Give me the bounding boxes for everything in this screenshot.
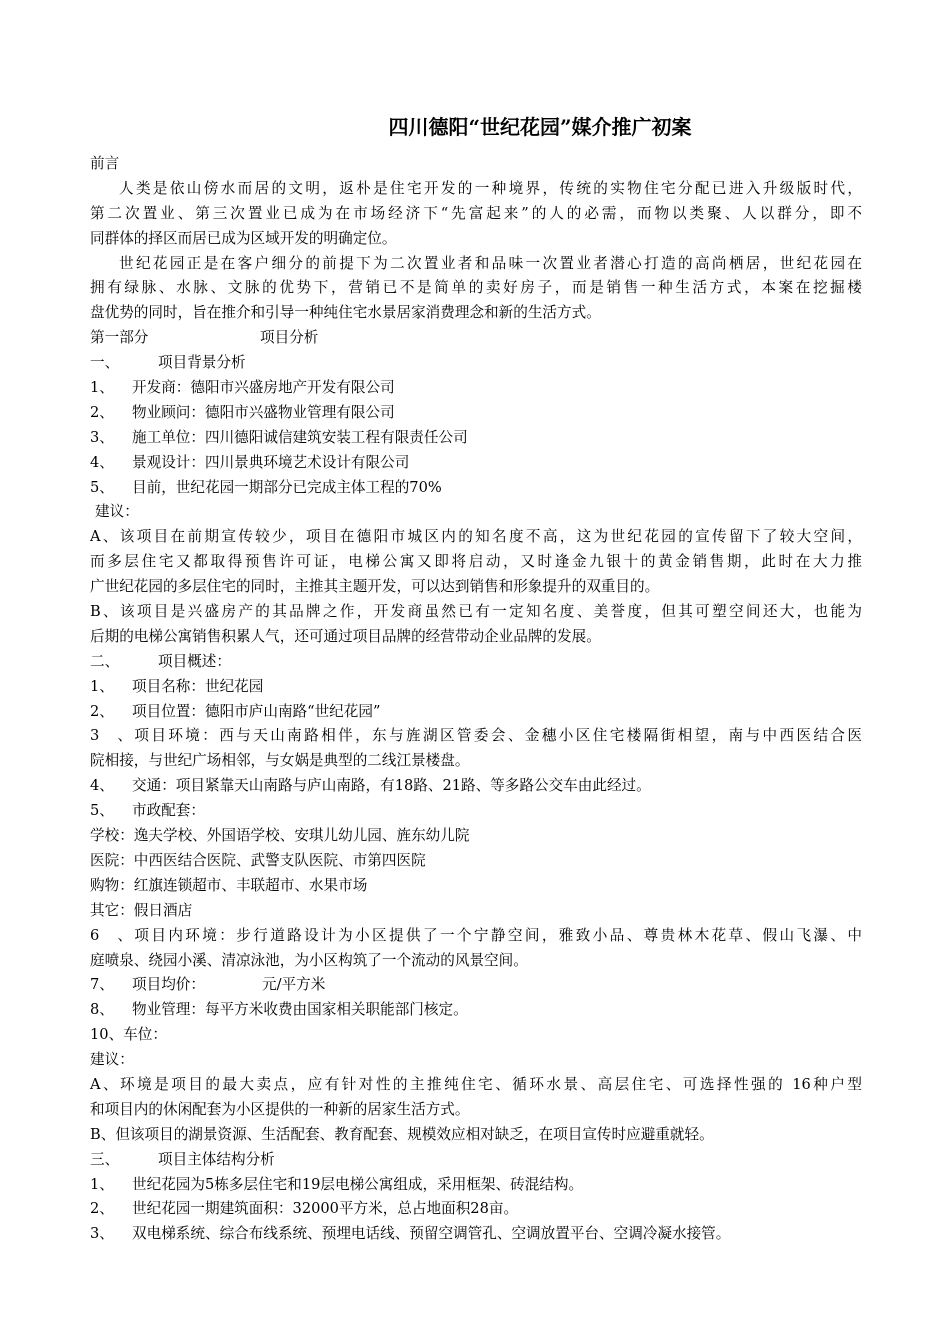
section3-heading <box>90 1148 862 1173</box>
list-item-number: 4、 <box>90 453 114 471</box>
list-item <box>90 1197 862 1222</box>
part1-label: 第一部分 <box>90 329 149 347</box>
list-item-number: 5、 <box>90 478 114 496</box>
list-item-number: 2、 <box>90 403 114 421</box>
list-item-parking: 10、车位： <box>90 1026 167 1044</box>
list-item-text: 交通：项目紧靠天山南路与庐山南路，有18路、21路、等多路公交车由此经过。 <box>132 777 651 795</box>
list-item <box>90 998 862 1023</box>
list-item-text: 物业顾问：德阳市兴盛物业管理有限公司 <box>132 403 395 421</box>
list-item <box>90 675 862 700</box>
list-item-text: 项目内环境：步行道路设计为小区提供了一个宁静空间，雅致小品、尊贵林木花草、假山飞瀑、中 <box>132 926 862 944</box>
section1-number: 一、 <box>90 354 120 372</box>
part1-name: 项目分析 <box>260 329 319 347</box>
facility-shopping: 购物：红旗连锁超市、丰联超市、水果市场 <box>90 876 368 894</box>
list-item <box>90 924 862 949</box>
document-body <box>90 152 862 1247</box>
section3-number: 三、 <box>90 1150 120 1168</box>
list-item <box>90 973 862 998</box>
list-item-text: 世纪花园一期建筑面积：32000平方米，总占地面积28亩。 <box>132 1200 519 1218</box>
list-item <box>90 426 862 451</box>
preface-para1-line3: 同群体的择区而居已成为区域开发的明确定位。 <box>90 229 397 247</box>
list-item-text: 项目位置：德阳市庐山南路“世纪花园” <box>132 702 381 720</box>
list-item-number: 3、 <box>90 428 114 446</box>
list-item-text: 景观设计：四川景典环境艺术设计有限公司 <box>132 453 410 471</box>
list-item-number: 6、 <box>90 926 132 944</box>
list-item-text: 开发商：德阳市兴盛房地产开发有限公司 <box>132 379 395 397</box>
list-item-continuation: 院相接，与世纪广场相邻，与女娲是典型的二线江景楼盘。 <box>90 752 470 770</box>
list-item-number: 1、 <box>90 1175 114 1193</box>
list-item-text: 世纪花园为5栋多层住宅和19层电梯公寓组成，采用框架、砖混结构。 <box>132 1175 584 1193</box>
preface-para1-line1: 人类是依山傍水而居的文明，返朴是住宅开发的一种境界，传统的实物住宅分配已进入升级版时代， <box>119 179 862 197</box>
facility-schools: 学校：逸夫学校、外国语学校、安琪儿幼儿园、旌东幼儿院 <box>90 827 470 845</box>
list-item <box>90 476 862 501</box>
list-item-number: 1、 <box>90 677 114 695</box>
list-item-text: 项目均价： <box>132 976 205 994</box>
list-item <box>90 1222 862 1247</box>
preface-para2-line3: 盘优势的同时，旨在推介和引导一种纯住宅水景居家消费理念和新的生活方式。 <box>90 304 601 322</box>
list-item-continuation: 庭喷泉、绕园小溪、清凉泳池，为小区构筑了一个流动的风景空间。 <box>90 951 528 969</box>
list-item-number: 4、 <box>90 777 114 795</box>
document-title: 四川德阳“世纪花园”媒介推广初案 <box>388 115 692 139</box>
price-unit: 元/平方米 <box>262 976 326 994</box>
list-item-number: 1、 <box>90 379 114 397</box>
list-item <box>90 724 862 749</box>
section1-advice-label: 建议： <box>95 503 139 521</box>
list-item-text: 项目名称：世纪花园 <box>132 677 264 695</box>
preface-para2-line2: 拥有绿脉、水脉、文脉的优势下，营销已不是简单的卖好房子，而是销售一种生活方式，本案在挖掘楼 <box>90 279 862 297</box>
list-item-number: 8、 <box>90 1001 114 1019</box>
list-item-number: 3、 <box>90 1225 114 1243</box>
section2-advice-b: B、但该项目的湖景资源、生活配套、教育配套、规模效应相对缺乏，在项目宣传时应避重就轻。 <box>90 1125 714 1143</box>
list-item-text: 项目环境：西与天山南路相伴，东与旌湖区管委会、金穗小区住宅楼隔街相望，南与中西医结合医 <box>132 727 862 745</box>
section2-number: 二、 <box>90 652 120 670</box>
facility-other: 其它：假日酒店 <box>90 901 193 919</box>
list-item-number: 5、 <box>90 802 114 820</box>
list-item <box>90 1173 862 1198</box>
list-item <box>90 700 862 725</box>
section1-advice-a-line3: 广世纪花园的多层住宅的同时，主推其主题开发，可以达到销售和形象提升的双重目的。 <box>90 578 660 596</box>
preface-heading: 前言 <box>90 155 120 172</box>
section2-heading <box>90 650 862 675</box>
section1-advice-a-line2: 而多层住宅又都取得预售许可证，电梯公寓又即将启动，又时逢金九银十的黄金销售期，此时在大力推 <box>90 553 862 571</box>
list-item <box>90 774 862 799</box>
list-item <box>90 451 862 476</box>
preface-para2-line1: 世纪花园正是在客户细分的前提下为二次置业者和品味一次置业者潜心打造的高尚栖居，世纪花园在 <box>119 254 862 272</box>
section2-advice-label: 建议： <box>90 1051 134 1069</box>
list-item <box>90 401 862 426</box>
list-item <box>90 376 862 401</box>
list-item <box>90 799 862 824</box>
section1-advice-a-line1: A、该项目在前期宣传较少，项目在德阳市城区内的知名度不高，这为世纪花园的宣传留下了较大空间， <box>90 528 862 546</box>
section1-title: 项目背景分析 <box>158 354 246 372</box>
list-item-text: 施工单位：四川德阳诚信建筑安装工程有限责任公司 <box>132 428 468 446</box>
section1-heading <box>90 351 862 376</box>
list-item-number: 7、 <box>90 976 114 994</box>
list-item-text: 目前，世纪花园一期部分已完成主体工程的70% <box>132 478 442 496</box>
list-item-text: 市政配套： <box>132 802 205 820</box>
section2-advice-a-line2: 和项目内的休闲配套为小区提供的一种新的居家生活方式。 <box>90 1100 470 1118</box>
list-item-text: 双电梯系统、综合布线系统、预埋电话线、预留空调管孔、空调放置平台、空调冷凝水接管。 <box>132 1225 731 1243</box>
section1-advice-b-line2: 后期的电梯公寓销售积累人气，还可通过项目品牌的经营带动企业品牌的发展。 <box>90 627 601 645</box>
section1-advice-b-line1: B、该项目是兴盛房产的其品牌之作，开发商虽然已有一定知名度、美誉度，但其可塑空间还大，也能为 <box>90 603 862 621</box>
list-item-text: 物业管理：每平方米收费由国家相关职能部门核定。 <box>132 1001 468 1019</box>
list-item-number: 2、 <box>90 1200 114 1218</box>
section2-title: 项目概述： <box>158 652 231 670</box>
section3-title: 项目主体结构分析 <box>158 1150 275 1168</box>
list-item-number: 2、 <box>90 702 114 720</box>
section2-advice-a-line1: A、环境是项目的最大卖点，应有针对性的主推纯住宅、循环水景、高层住宅、可选择性强的 16种户型 <box>90 1075 862 1093</box>
facility-hospitals: 医院：中西医结合医院、武警支队医院、市第四医院 <box>90 851 426 869</box>
list-item-number: 3、 <box>90 727 132 745</box>
part1-heading <box>90 326 862 351</box>
preface-para1-line2: 第二次置业、第三次置业已成为在市场经济下“先富起来”的人的必需，而物以类聚、人以群分，即不 <box>90 204 862 222</box>
